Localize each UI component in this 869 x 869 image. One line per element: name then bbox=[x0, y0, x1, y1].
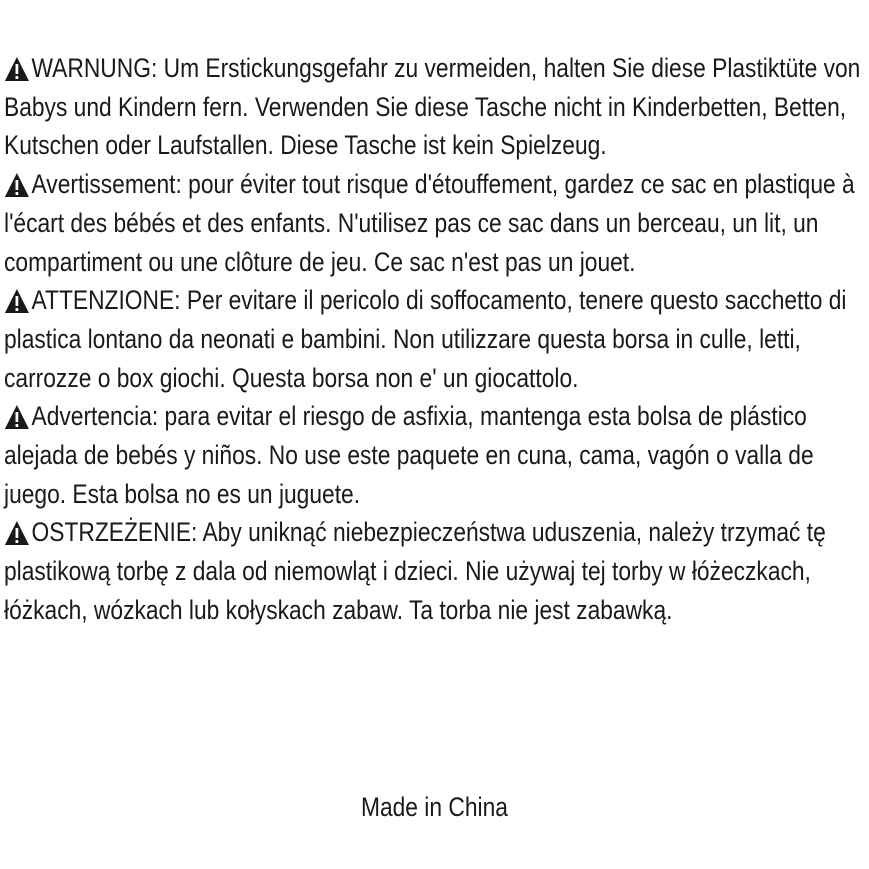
country-of-origin bbox=[0, 788, 869, 826]
warning-pl-line-1: OSTRZEŻENIE: Aby uniknąć niebezpieczeństwa uduszenia, należy bbox=[31, 517, 715, 548]
warning-pl-line-3: torby w łóżeczkach, łóżkach, wózkach lub kołyskach zabaw. Ta torba bbox=[4, 556, 811, 625]
warning-es bbox=[4, 397, 869, 513]
warning-pl-line-4: nie jest zabawką. bbox=[497, 594, 673, 625]
warning-es-line-2: plástico alejada de bebés y niños. No use este paquete en cuna, cama, bbox=[4, 401, 807, 471]
warning-fr bbox=[4, 165, 869, 281]
warning-fr-line-4: n'est pas un jouet. bbox=[451, 246, 636, 277]
warning-fr-line-3: dans un berceau, un lit, un compartiment ou une clôture de jeu. Ce sac bbox=[4, 207, 819, 277]
warning-de-line-1: WARNUNG: Um Erstickungsgefahr zu vermeiden, halten Sie diese bbox=[31, 53, 706, 83]
warning-it-line-1: ATTENZIONE: Per evitare il pericolo di soffocamento, tenere questo bbox=[31, 285, 719, 316]
warning-de-line-3: nicht in Kinderbetten, Betten, Kutschen oder Laufstallen. Diese Tasche bbox=[4, 91, 847, 161]
warning-fr-line-1: Avertissement: pour éviter tout risque d'étouffement, gardez ce sac bbox=[31, 169, 707, 200]
warning-es-line-3: vagón o valla de juego. Esta bolsa no es un juguete. bbox=[4, 440, 814, 509]
warning-triangle-icon bbox=[4, 520, 30, 546]
warning-triangle-icon bbox=[4, 172, 30, 198]
warning-de-line-4: ist kein Spielzeug. bbox=[422, 130, 607, 161]
warning-it-line-4: un giocattolo. bbox=[442, 362, 579, 393]
warning-label bbox=[4, 49, 869, 630]
warning-pl-line-2: trzymać tę plastikową torbę z dala od niemowląt i dzieci. Nie używaj tej bbox=[4, 517, 826, 587]
warning-pl bbox=[4, 513, 869, 629]
warning-text-block bbox=[4, 49, 869, 630]
warning-it-line-3: questa borsa in culle, letti, carrozze o box giochi. Questa borsa non e' bbox=[4, 323, 801, 393]
warning-de-line-2: Plastiktüte von Babys und Kindern fern. Verwenden Sie diese Tasche bbox=[4, 53, 861, 122]
warning-it-line-2: sacchetto di plastica lontano da neonati e bambini. Non utilizzare bbox=[4, 285, 847, 354]
warning-triangle-icon bbox=[4, 404, 30, 430]
warning-triangle-icon bbox=[4, 288, 30, 314]
warning-de bbox=[4, 49, 869, 165]
origin-text: Made in China bbox=[361, 792, 508, 822]
warning-fr-line-2: en plastique à l'écart des bébés et des enfants. N'utilisez pas ce sac bbox=[4, 169, 855, 238]
warning-it bbox=[4, 281, 869, 397]
warning-triangle-icon bbox=[4, 56, 30, 82]
warning-es-line-1: Advertencia: para evitar el riesgo de asfixia, mantenga esta bolsa de bbox=[31, 401, 724, 432]
